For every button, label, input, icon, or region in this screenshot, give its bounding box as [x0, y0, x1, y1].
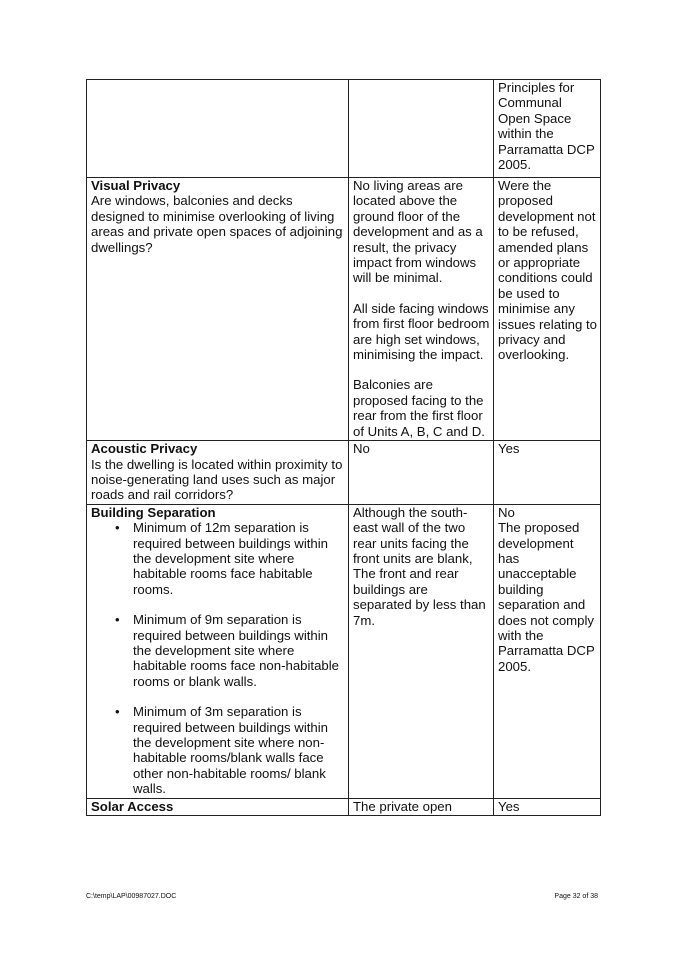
compliance-cell — [494, 178, 601, 441]
table-row — [87, 441, 601, 505]
proposal-paragraph: All side facing windows from first floor bedroom are high set windows, minimising the impact. — [353, 300, 490, 363]
proposal-cell — [349, 178, 494, 441]
table-row — [87, 798, 601, 815]
criteria-cell — [87, 798, 349, 815]
compliance-cell — [494, 80, 601, 178]
proposal-paragraph: Although the south-east wall of the two rear units facing the front units are blank, The front and rear buildings are separated by less than 7m. — [353, 504, 486, 628]
compliance-text: Principles for Communal Open Space within the Parramatta DCP 2005. — [498, 80, 595, 173]
list-item: • Minimum of 9m separation is required between buildings within the development site where habitable rooms face non-habitable rooms or blank walls. — [133, 612, 345, 689]
compliance-cell — [494, 798, 601, 815]
compliance-text: Yes — [498, 798, 520, 814]
footer-page-number: Page 32 of 38 — [554, 893, 598, 900]
compliance-text: Were the proposed development not to be refused, amended plans or appropriate conditions could be used to minimise any issues relating to privacy and overlooking. — [498, 178, 597, 363]
compliance-table — [86, 79, 601, 816]
list-item: • Minimum of 12m separation is required between buildings within the development site where habitable rooms face habitable rooms. — [133, 520, 345, 597]
row-heading: Solar Access — [91, 798, 174, 814]
row-heading: Building Separation — [91, 504, 216, 520]
proposal-cell — [349, 80, 494, 178]
proposal-paragraph: The private open — [353, 798, 452, 814]
proposal-cell — [349, 504, 494, 798]
proposal-paragraph: No living areas are located above the ground floor of the development and as a result, the privacy impact from windows will be minimal. — [353, 178, 483, 286]
criteria-cell — [87, 80, 349, 178]
proposal-cell — [349, 798, 494, 815]
compliance-text: The proposed development has unacceptable building separation and does not comply with the Parramatta DCP 2005. — [498, 520, 595, 674]
compliance-cell — [494, 504, 601, 798]
compliance-text: Yes — [498, 441, 520, 457]
table-row — [87, 504, 601, 798]
criteria-text: Are windows, balconies and decks designed to minimise overlooking of living areas and private open spaces of adjoining dwellings? — [91, 193, 343, 255]
criteria-cell — [87, 504, 349, 798]
compliance-status: No — [498, 504, 515, 520]
criteria-cell — [87, 441, 349, 505]
proposal-paragraph: No — [353, 441, 370, 457]
list-item: • Minimum of 3m separation is required between buildings within the development site where non-habitable rooms/blank walls face other non-habitable rooms/ blank walls. — [133, 704, 345, 796]
criteria-text: Is the dwelling is located within proximity to noise-generating land uses such as major roads and rail corridors? — [91, 456, 343, 503]
criteria-cell — [87, 178, 349, 441]
requirement-list — [91, 520, 345, 797]
proposal-paragraph: Balconies are proposed facing to the rear from the first floor of Units A, B, C and D. — [353, 377, 485, 439]
table-row — [87, 80, 601, 178]
row-heading: Acoustic Privacy — [91, 441, 198, 457]
compliance-cell — [494, 441, 601, 505]
table-row — [87, 178, 601, 441]
footer-file-path: C:\temp\LAP\00987027.DOC — [86, 893, 177, 900]
row-heading: Visual Privacy — [91, 178, 181, 193]
proposal-cell — [349, 441, 494, 505]
